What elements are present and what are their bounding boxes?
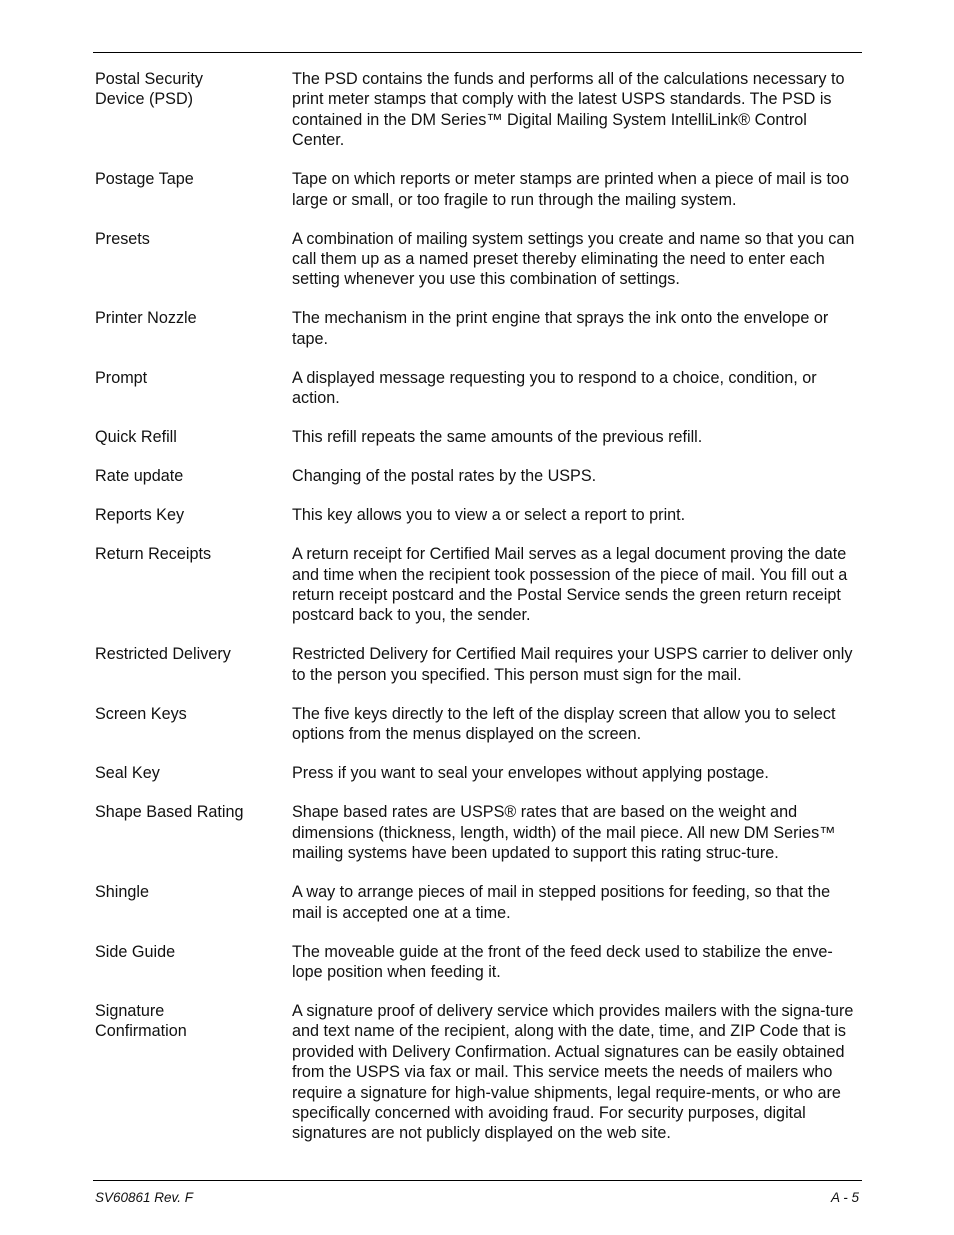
- glossary-list: [95, 69, 862, 1162]
- glossary-entry: [95, 942, 862, 983]
- glossary-term: Screen Keys: [95, 704, 187, 723]
- footer-doc-id: SV60861 Rev. F: [95, 1190, 194, 1205]
- glossary-term: Shingle: [95, 883, 150, 902]
- glossary-definition: The mechanism in the print engine that sprays the ink onto the envelope or tape.: [292, 309, 829, 348]
- glossary-term: Postage Tape: [95, 170, 194, 189]
- glossary-term: Postal Security Device (PSD): [95, 70, 203, 109]
- glossary-definition: The moveable guide at the front of the feed deck used to stabilize the enve-lope position when feeding it.: [292, 942, 833, 981]
- glossary-term: Seal Key: [95, 764, 160, 783]
- glossary-definition: A way to arrange pieces of mail in stepped positions for feeding, so that the mail is accepted one at a time.: [292, 883, 831, 922]
- header-rule: [93, 52, 862, 53]
- glossary-entry: [95, 1001, 862, 1144]
- glossary-entry: [95, 368, 862, 409]
- glossary-definition: Shape based rates are USPS® rates that are based on the weight and dimensions (thickness, length, width) of the mail piece. All new DM Series™ mailing systems have been updated to support this rating struc-ture.: [292, 803, 836, 863]
- glossary-term: Rate update: [95, 467, 184, 486]
- footer-rule: [93, 1180, 862, 1181]
- glossary-term: Return Receipts: [95, 545, 212, 564]
- footer-page-number: A - 5: [830, 1190, 859, 1205]
- glossary-entry: [95, 69, 862, 151]
- glossary-term: Signature Confirmation: [95, 1001, 187, 1041]
- glossary-entry: [95, 802, 862, 863]
- glossary-term: Printer Nozzle: [95, 309, 197, 328]
- glossary-entry: [95, 308, 862, 349]
- glossary-definition: This refill repeats the same amounts of the previous refill.: [292, 428, 703, 447]
- glossary-entry: [95, 505, 862, 525]
- glossary-definition: A return receipt for Certified Mail serves as a legal document proving the date and time when the recipient took possession of the piece of mail. You fill out a return receipt postcard and the Postal Service sends the green return receipt postcard back to you, the sender.: [292, 545, 848, 625]
- glossary-definition: This key allows you to view a or select a report to print.: [292, 506, 686, 525]
- glossary-term: Presets: [95, 229, 150, 248]
- glossary-definition: Tape on which reports or meter stamps are printed when a piece of mail is too large or small, or too fragile to run through the mailing system.: [292, 170, 849, 209]
- glossary-definition: Press if you want to seal your envelopes without applying postage.: [292, 764, 769, 783]
- glossary-entry: [95, 544, 862, 626]
- glossary-definition: The PSD contains the funds and performs all of the calculations necessary to print meter stamps that comply with the latest USPS standards. The PSD is contained in the DM Series™ Digital Mailing System IntelliLink® Control Center.: [292, 70, 845, 150]
- glossary-entry: [95, 763, 862, 783]
- glossary-definition: The five keys directly to the left of the display screen that allow you to select options from the menus displayed on the screen.: [292, 704, 836, 744]
- glossary-term: Quick Refill: [95, 428, 177, 447]
- glossary-term: Prompt: [95, 368, 148, 387]
- glossary-definition: Changing of the postal rates by the USPS.: [292, 467, 597, 486]
- glossary-term: Reports Key: [95, 506, 185, 525]
- glossary-entry: [95, 704, 862, 745]
- glossary-entry: [95, 882, 862, 923]
- glossary-entry: [95, 644, 862, 685]
- glossary-definition: A combination of mailing system settings you create and name so that you can call them up as a named preset thereby eliminating the need to enter each setting whenever you use this combination of settings.: [292, 229, 855, 289]
- glossary-term: Shape Based Rating: [95, 803, 244, 822]
- glossary-definition: A signature proof of delivery service which provides mailers with the signa-ture and text name of the recipient, along with the date, time, and ZIP Code that is provided with Delivery Confirmation. Actual signatures can be easily obtained from the USPS via fax or mail. This service meets the needs of mailers who require a signature for high-value shipments, legal require-ments, or who are specifically concerned with avoiding fraud. For security purposes, digital signatures are not publicly displayed on the web site.: [292, 1001, 854, 1143]
- glossary-term: Restricted Delivery: [95, 645, 231, 664]
- glossary-entry: [95, 427, 862, 447]
- glossary-term: Side Guide: [95, 942, 176, 961]
- glossary-definition: Restricted Delivery for Certified Mail requires your USPS carrier to deliver only to the person you specified. This person must sign for the mail.: [292, 645, 853, 684]
- glossary-entry: [95, 229, 862, 290]
- glossary-entry: [95, 169, 862, 210]
- glossary-definition: A displayed message requesting you to respond to a choice, condition, or action.: [292, 368, 817, 408]
- glossary-entry: [95, 466, 862, 486]
